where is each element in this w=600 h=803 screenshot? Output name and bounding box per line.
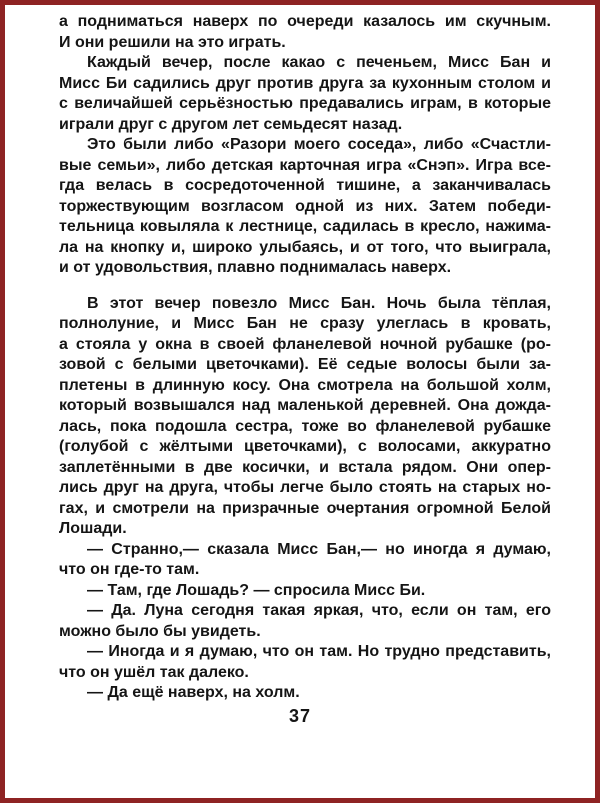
- text-line: который возвышался над маленькой деревней. Она дожда-: [59, 397, 551, 414]
- text-line: Мисс Би садились друг против друга за кухонным столом и: [59, 74, 551, 92]
- text-line: плетены в длинную косу. Она смотрела на большой холм,: [59, 376, 551, 394]
- text-line: тельница ковыляла к лестнице, садилась в кресло, нажима-: [59, 218, 551, 235]
- text-line: можно было бы увидеть.: [59, 622, 261, 640]
- text-line: вые семьи», либо детская карточная игра «Снэп». Игра все-: [59, 156, 551, 174]
- text-line: что он ушёл так далеко.: [59, 663, 249, 681]
- text-line: — Странно,— сказала Мисс Бан,— но иногда я думаю,: [87, 540, 551, 558]
- page-text-block: [59, 12, 551, 704]
- text-line: что он где-то там.: [59, 561, 200, 578]
- text-line: И они решили на это играть.: [59, 33, 286, 51]
- text-line: — Да. Луна сегодня такая яркая, что, если он там, его: [87, 602, 551, 619]
- page-number: 37: [288, 706, 312, 726]
- text-line: гда велась в сосредоточенной тишине, а заканчивалась: [59, 177, 551, 194]
- text-line: зовой с белыми цветочками). Её седые волосы были за-: [59, 356, 551, 373]
- text-line: играли друг с другом лет семьдесят назад.: [59, 115, 403, 133]
- text-line: Каждый вечер, после какао с печеньем, Мисс Бан и: [87, 54, 551, 71]
- text-line: ла на кнопку и, широко улыбаясь, и от того, что выиграла,: [59, 238, 551, 256]
- text-line: торжествующим возгласом одной из них. Затем победи-: [59, 197, 551, 215]
- text-line: полнолуние, и Мисс Бан не сразу улеглась в кровать,: [59, 315, 551, 332]
- text-line: — Да ещё наверх, на холм.: [87, 684, 300, 701]
- text-line: (голубой с жёлтыми цветочками), с волосами, аккуратно: [59, 438, 551, 455]
- text-line: с величайшей серьёзностью предавались играм, в которые: [59, 95, 551, 112]
- text-line: — Там, где Лошадь? — спросила Мисс Би.: [87, 581, 426, 599]
- text-line: В этот вечер повезло Мисс Бан. Ночь была тёплая,: [87, 294, 551, 312]
- text-line: лись друг на друга, чтобы легче было стоять на старых но-: [59, 479, 551, 496]
- text-line: — Иногда и я думаю, что он там. Но трудно представить,: [87, 643, 551, 660]
- text-line: и от удовольствия, плавно поднималась наверх.: [59, 259, 452, 276]
- text-line: лась, пока подошла сестра, тоже во фланелевой рубашке: [59, 417, 551, 435]
- text-line: заплетёнными в две косички, и встала рядом. Они опер-: [59, 458, 551, 476]
- text-line: а подниматься наверх по очереди казалось им скучным.: [59, 13, 551, 30]
- text-line: гах, и смотрели на призрачные очертания огромной Белой: [59, 499, 551, 517]
- text-line: а стояла у окна в своей фланелевой ночной рубашке (ро-: [59, 335, 551, 353]
- text-line: Лошади.: [59, 520, 127, 537]
- text-line: Это были либо «Разори моего соседа», либо «Счастли-: [87, 136, 551, 153]
